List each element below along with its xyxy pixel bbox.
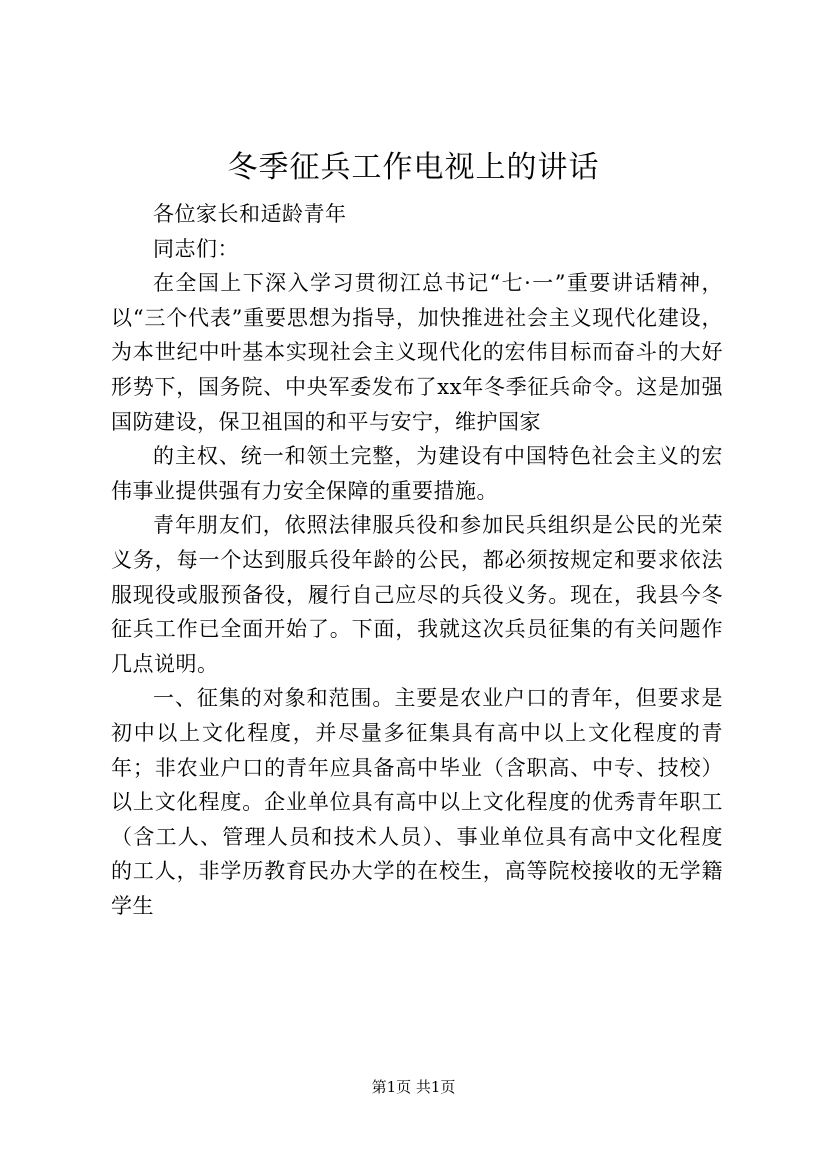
page-number-footer: 第1页 共1页 [371, 1078, 456, 1096]
document-title: 冬季征兵工作电视上的讲话 [227, 150, 600, 185]
body-paragraph: 的主权、统一和领土完整，为建设有中国特色社会主义的宏伟事业提供强有力安全保障的重要措施。 [111, 444, 723, 503]
document-body [111, 197, 723, 923]
body-paragraph: 在全国上下深入学习贯彻江总书记“七·一”重要讲话精神，以“三个代表”重要思想为指导，加快推进社会主义现代化建设，为本世纪中叶基本实现社会主义现代化的宏伟目标而奋斗的大好形势下，国务院、中央军委发布了xx年冬季征兵命令。这是加强国防建设，保卫祖国的和平与安宁，维护国家 [111, 271, 723, 434]
body-paragraph: 一、征集的对象和范围。主要是农业户口的青年，但要求是初中以上文化程度，并尽量多征集具有高中以上文化程度的青年；非农业户口的青年应具备高中毕业（含职高、中专、技校）以上文化程度。企业单位具有高中以上文化程度的优秀青年职工（含工人、管理人员和技术人员）、事业单位具有高中文化程度的工人，非学历教育民办大学的在校生，高等院校接收的无学籍学生 [111, 686, 723, 918]
greeting-line: 同志们： [153, 236, 239, 261]
body-paragraph: 青年朋友们，依照法律服兵役和参加民兵组织是公民的光荣义务，每一个达到服兵役年龄的公民，都必须按规定和要求依法服现役或服预备役，履行自己应尽的兵役义务。现在，我县今冬征兵工作已全面开始了。下面，我就这次兵员征集的有关问题作几点说明。 [111, 513, 723, 676]
salutation-line: 各位家长和适龄青年 [153, 202, 347, 226]
